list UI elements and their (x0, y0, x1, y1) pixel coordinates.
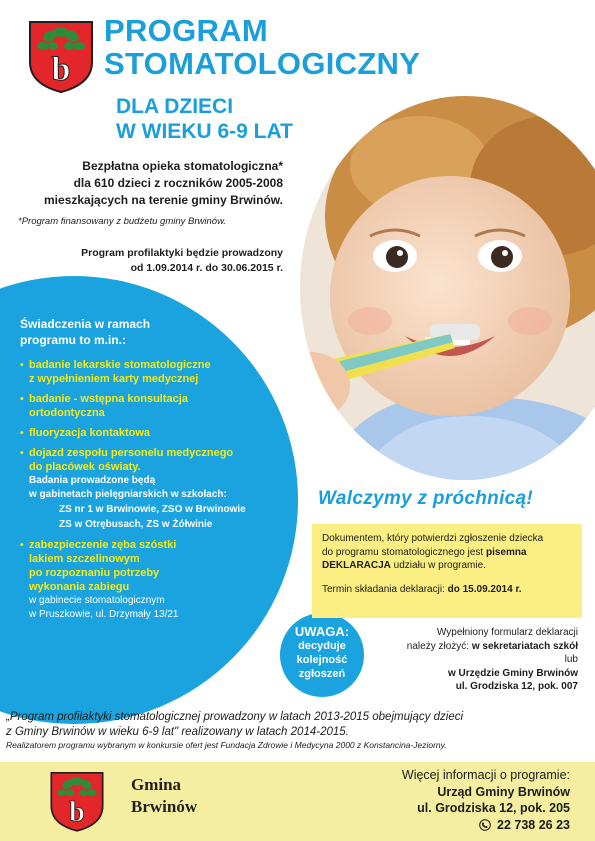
footer (0, 762, 595, 841)
school-item: ZS w Otrębusach, ZS w Żółwinie (59, 519, 213, 530)
page-title (104, 14, 420, 80)
coat-of-arms-icon (26, 18, 96, 94)
declaration-emphasis: DEKLARACJA (322, 560, 391, 571)
bullet: • (20, 539, 24, 551)
deadline-date: do 15.09.2014 r. (447, 583, 522, 595)
services-list (20, 316, 290, 628)
service-text: dojazd zespołu personelu medycznego (29, 447, 234, 459)
declaration-deadline (322, 583, 574, 597)
attention-line: decyduje (298, 640, 346, 652)
declaration-text: do programu stomatologicznego jest (322, 546, 486, 558)
delivery-line (328, 640, 578, 654)
page-subtitle (116, 94, 293, 144)
service-text: fluoryzacja kontaktowa (29, 427, 151, 439)
delivery-line (328, 680, 578, 694)
service-text: ortodontyczna (29, 407, 105, 419)
intro-line: dla 610 dzieci z roczników 2005-2008 (73, 176, 283, 190)
list-item (20, 538, 290, 622)
intro-line: Bezpłatna opieka stomatologiczna* (82, 159, 283, 173)
school-item: ZS nr 1 w Brwinowie, ZSO w Brwinowie (59, 504, 246, 515)
service-text: do placówek oświaty. (29, 461, 141, 473)
coat-of-arms-icon (48, 768, 106, 834)
declaration-line (322, 559, 574, 573)
program-quote (6, 710, 591, 739)
service-detail: w gabinetach pielęgniarskich w szkołach: (29, 489, 227, 500)
delivery-address: ul. Grodziska 12, pok. 007 (455, 681, 578, 692)
delivery-office: w Urzędzie Gminy Brwinów (447, 667, 578, 679)
service-text: badanie - wstępna konsultacja (29, 393, 188, 405)
quote-line: z Gminy Brwinów w wieku 6-9 lat" realizowany w latach 2014-2015. (6, 725, 349, 738)
bullet: • (20, 393, 24, 405)
deadline-label: Termin składania deklaracji: (322, 583, 448, 595)
intro-line: mieszkających na terenie gminy Brwinów. (44, 193, 283, 207)
bullet: • (20, 359, 24, 371)
list-item (20, 446, 290, 532)
declaration-line: Dokumentem, który potwierdzi zgłoszenie dziecka (322, 533, 544, 544)
services-heading-line: Świadczenia w ramach (20, 317, 151, 331)
bullet: • (20, 427, 24, 439)
delivery-line: Wypełniony formularz deklaracji (436, 627, 578, 638)
intro-text (0, 158, 283, 209)
services-heading-line: programu to m.in.: (20, 333, 126, 347)
service-text: wykonania zabiegu (29, 581, 130, 593)
funding-note: *Program finansowany z budżetu gminy Brwinów. (18, 216, 227, 227)
delivery-text: należy złożyć: (406, 640, 472, 652)
bullet: • (20, 447, 24, 459)
service-text: lakiem szczelinowym (29, 553, 140, 565)
service-text: po rozpoznaniu potrzeby (29, 567, 160, 579)
contact-office: Urząd Gminy Brwinów (437, 784, 570, 799)
period-line: Program profilaktyki będzie prowadzony (81, 247, 283, 259)
delivery-line (328, 667, 578, 681)
contact-phone: 22 738 26 23 (497, 817, 570, 832)
service-detail: w Pruszkowie, ul. Drzymały 13/21 (29, 609, 179, 620)
school-list (29, 502, 290, 532)
program-period (0, 246, 283, 276)
delivery-info (328, 626, 578, 694)
delivery-line: lub (564, 654, 578, 665)
phone-group (479, 817, 570, 834)
municipality-name (131, 774, 197, 818)
svg-text:b: b (69, 796, 85, 828)
service-text: zabezpieczenie zęba szóstki (29, 539, 177, 551)
municipality-line: Brwinów (131, 797, 198, 816)
service-text: z wypełnieniem karty medycznej (29, 373, 199, 385)
contact-phone-row (310, 817, 570, 836)
quote-line: „Program profilaktyki stomatologicznej prowadzony w latach 2013-2015 obejmujący dzieci (6, 711, 464, 723)
period-line: od 1.09.2014 r. do 30.06.2015 r. (130, 262, 283, 274)
declaration-line (322, 546, 574, 560)
contact-info (310, 767, 570, 835)
declaration-box (312, 524, 582, 618)
program-operator-note: Realizatorem programu wybranym w konkursie ofert jest Fundacja Zdrowie i Medycyna 2000 z Konstancina-Jeziorny. (6, 740, 447, 750)
list-item (20, 426, 290, 440)
phone-icon (479, 819, 491, 831)
list-item (20, 392, 290, 420)
attention-line: kolejność (296, 654, 348, 666)
service-detail: Badania prowadzone będą (29, 475, 156, 486)
delivery-emphasis: w sekretariatach szkół (471, 640, 578, 652)
title-line-2: STOMATOLOGICZNY (104, 46, 421, 81)
title-line-1: PROGRAM (104, 13, 268, 48)
list-item (20, 358, 290, 386)
service-detail: w gabinecie stomatologicznym (29, 595, 165, 606)
declaration-emphasis: pisemna (485, 546, 527, 558)
subtitle-line-2: W WIEKU 6-9 LAT (116, 120, 293, 143)
service-text: badanie lekarskie stomatologiczne (29, 359, 211, 371)
attention-line: zgłoszeń (298, 668, 346, 680)
services-heading (20, 316, 290, 348)
contact-heading: Więcej informacji o programie: (401, 768, 570, 782)
attention-title: UWAGA: (294, 624, 350, 639)
contact-address: ul. Grodziska 12, pok. 205 (417, 801, 570, 815)
subtitle-line-1: DLA DZIECI (116, 95, 234, 118)
slogan: Walczymy z próchnicą! (318, 488, 534, 509)
declaration-text: udziału w programie. (390, 560, 486, 571)
municipality-line: Gmina (131, 775, 182, 794)
child-brushing-teeth-photo (300, 96, 595, 480)
svg-text:b: b (51, 51, 71, 88)
